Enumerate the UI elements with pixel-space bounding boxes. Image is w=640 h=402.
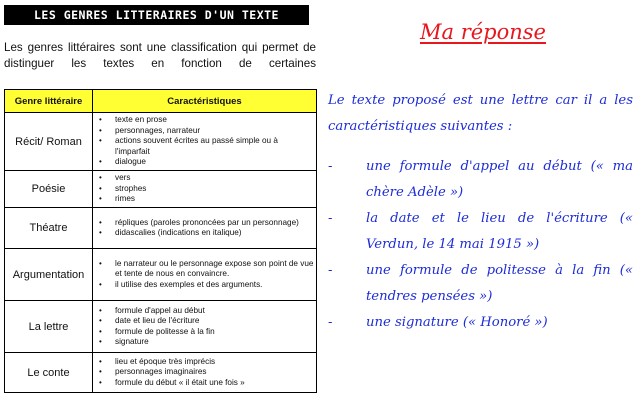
response-point-text: une formule de politesse à la fin (« tendres pensées ») xyxy=(366,263,633,304)
response-point-text: une signature (« Honoré ») xyxy=(366,315,548,330)
characteristic-item: • formule de politesse à la fin xyxy=(97,327,314,337)
characteristics-cell xyxy=(93,249,317,301)
characteristic-item: • didascalies (indications en italique) xyxy=(97,228,314,238)
characteristic-item: • actions souvent écrites au passé simple ou à l'imparfait xyxy=(97,136,314,157)
dash-bullet: - xyxy=(328,211,333,226)
table-row xyxy=(5,353,317,393)
worksheet-intro: Les genres littéraires sont une classification qui permet de distinguer les textes en fonction de certaines xyxy=(4,41,316,70)
genre-cell: Le conte xyxy=(5,353,93,393)
response-point xyxy=(328,310,633,336)
response-point xyxy=(328,258,633,310)
table-header-row xyxy=(5,90,317,113)
characteristic-item: • strophes xyxy=(97,184,314,194)
characteristic-item: • lieu et époque très imprécis xyxy=(97,357,314,367)
characteristic-item: • texte en prose xyxy=(97,115,314,125)
header-characteristics: Caractéristiques xyxy=(93,90,317,113)
characteristics-cell xyxy=(93,171,317,208)
dash-bullet: - xyxy=(328,263,333,278)
response-point xyxy=(328,154,633,206)
genre-cell: Récit/ Roman xyxy=(5,113,93,171)
characteristic-item: • dialogue xyxy=(97,157,314,167)
characteristic-item: • répliques (paroles prononcées par un personnage) xyxy=(97,218,314,228)
characteristics-cell xyxy=(93,301,317,353)
response-heading: Ma réponse xyxy=(420,20,546,44)
table-row xyxy=(5,113,317,171)
header-genre: Genre littéraire xyxy=(5,90,93,113)
characteristics-cell xyxy=(93,208,317,249)
characteristic-item: • formule d'appel au début xyxy=(97,306,314,316)
worksheet-title: LES GENRES LITTERAIRES D'UN TEXTE xyxy=(4,5,309,25)
characteristic-item: • le narrateur ou le personnage expose son point de vue et tente de nous en convaincre. xyxy=(97,259,314,280)
genres-table xyxy=(4,89,317,393)
characteristic-item: • formule du début « il était une fois » xyxy=(97,378,314,388)
characteristic-item: • vers xyxy=(97,173,314,183)
genre-cell: Théatre xyxy=(5,208,93,249)
genre-cell: La lettre xyxy=(5,301,93,353)
genre-cell: Argumentation xyxy=(5,249,93,301)
response-body xyxy=(328,88,633,336)
table-row xyxy=(5,249,317,301)
characteristics-cell xyxy=(93,353,317,393)
response-point-text: une formule d'appel au début (« ma chère Adèle ») xyxy=(366,159,633,200)
response-list xyxy=(328,154,633,336)
characteristic-item: • personnages imaginaires xyxy=(97,367,314,377)
characteristic-item: • personnages, narrateur xyxy=(97,126,314,136)
worksheet-panel xyxy=(0,0,318,402)
dash-bullet: - xyxy=(328,315,333,330)
characteristic-item: • signature xyxy=(97,337,314,347)
response-intro: Le texte proposé est une lettre car il a les caractéristiques suivantes : xyxy=(328,93,633,134)
response-point-text: la date et le lieu de l'écriture (« Verdun, le 14 mai 1915 ») xyxy=(366,211,633,252)
characteristic-item: • il utilise des exemples et des arguments. xyxy=(97,280,314,290)
response-point xyxy=(328,206,633,258)
genre-cell: Poésie xyxy=(5,171,93,208)
table-row xyxy=(5,301,317,353)
characteristic-item: • rimes xyxy=(97,194,314,204)
response-panel xyxy=(320,0,640,402)
characteristic-item: • date et lieu de l'écriture xyxy=(97,316,314,326)
table-row xyxy=(5,171,317,208)
characteristics-cell xyxy=(93,113,317,171)
dash-bullet: - xyxy=(328,159,333,174)
table-row xyxy=(5,208,317,249)
